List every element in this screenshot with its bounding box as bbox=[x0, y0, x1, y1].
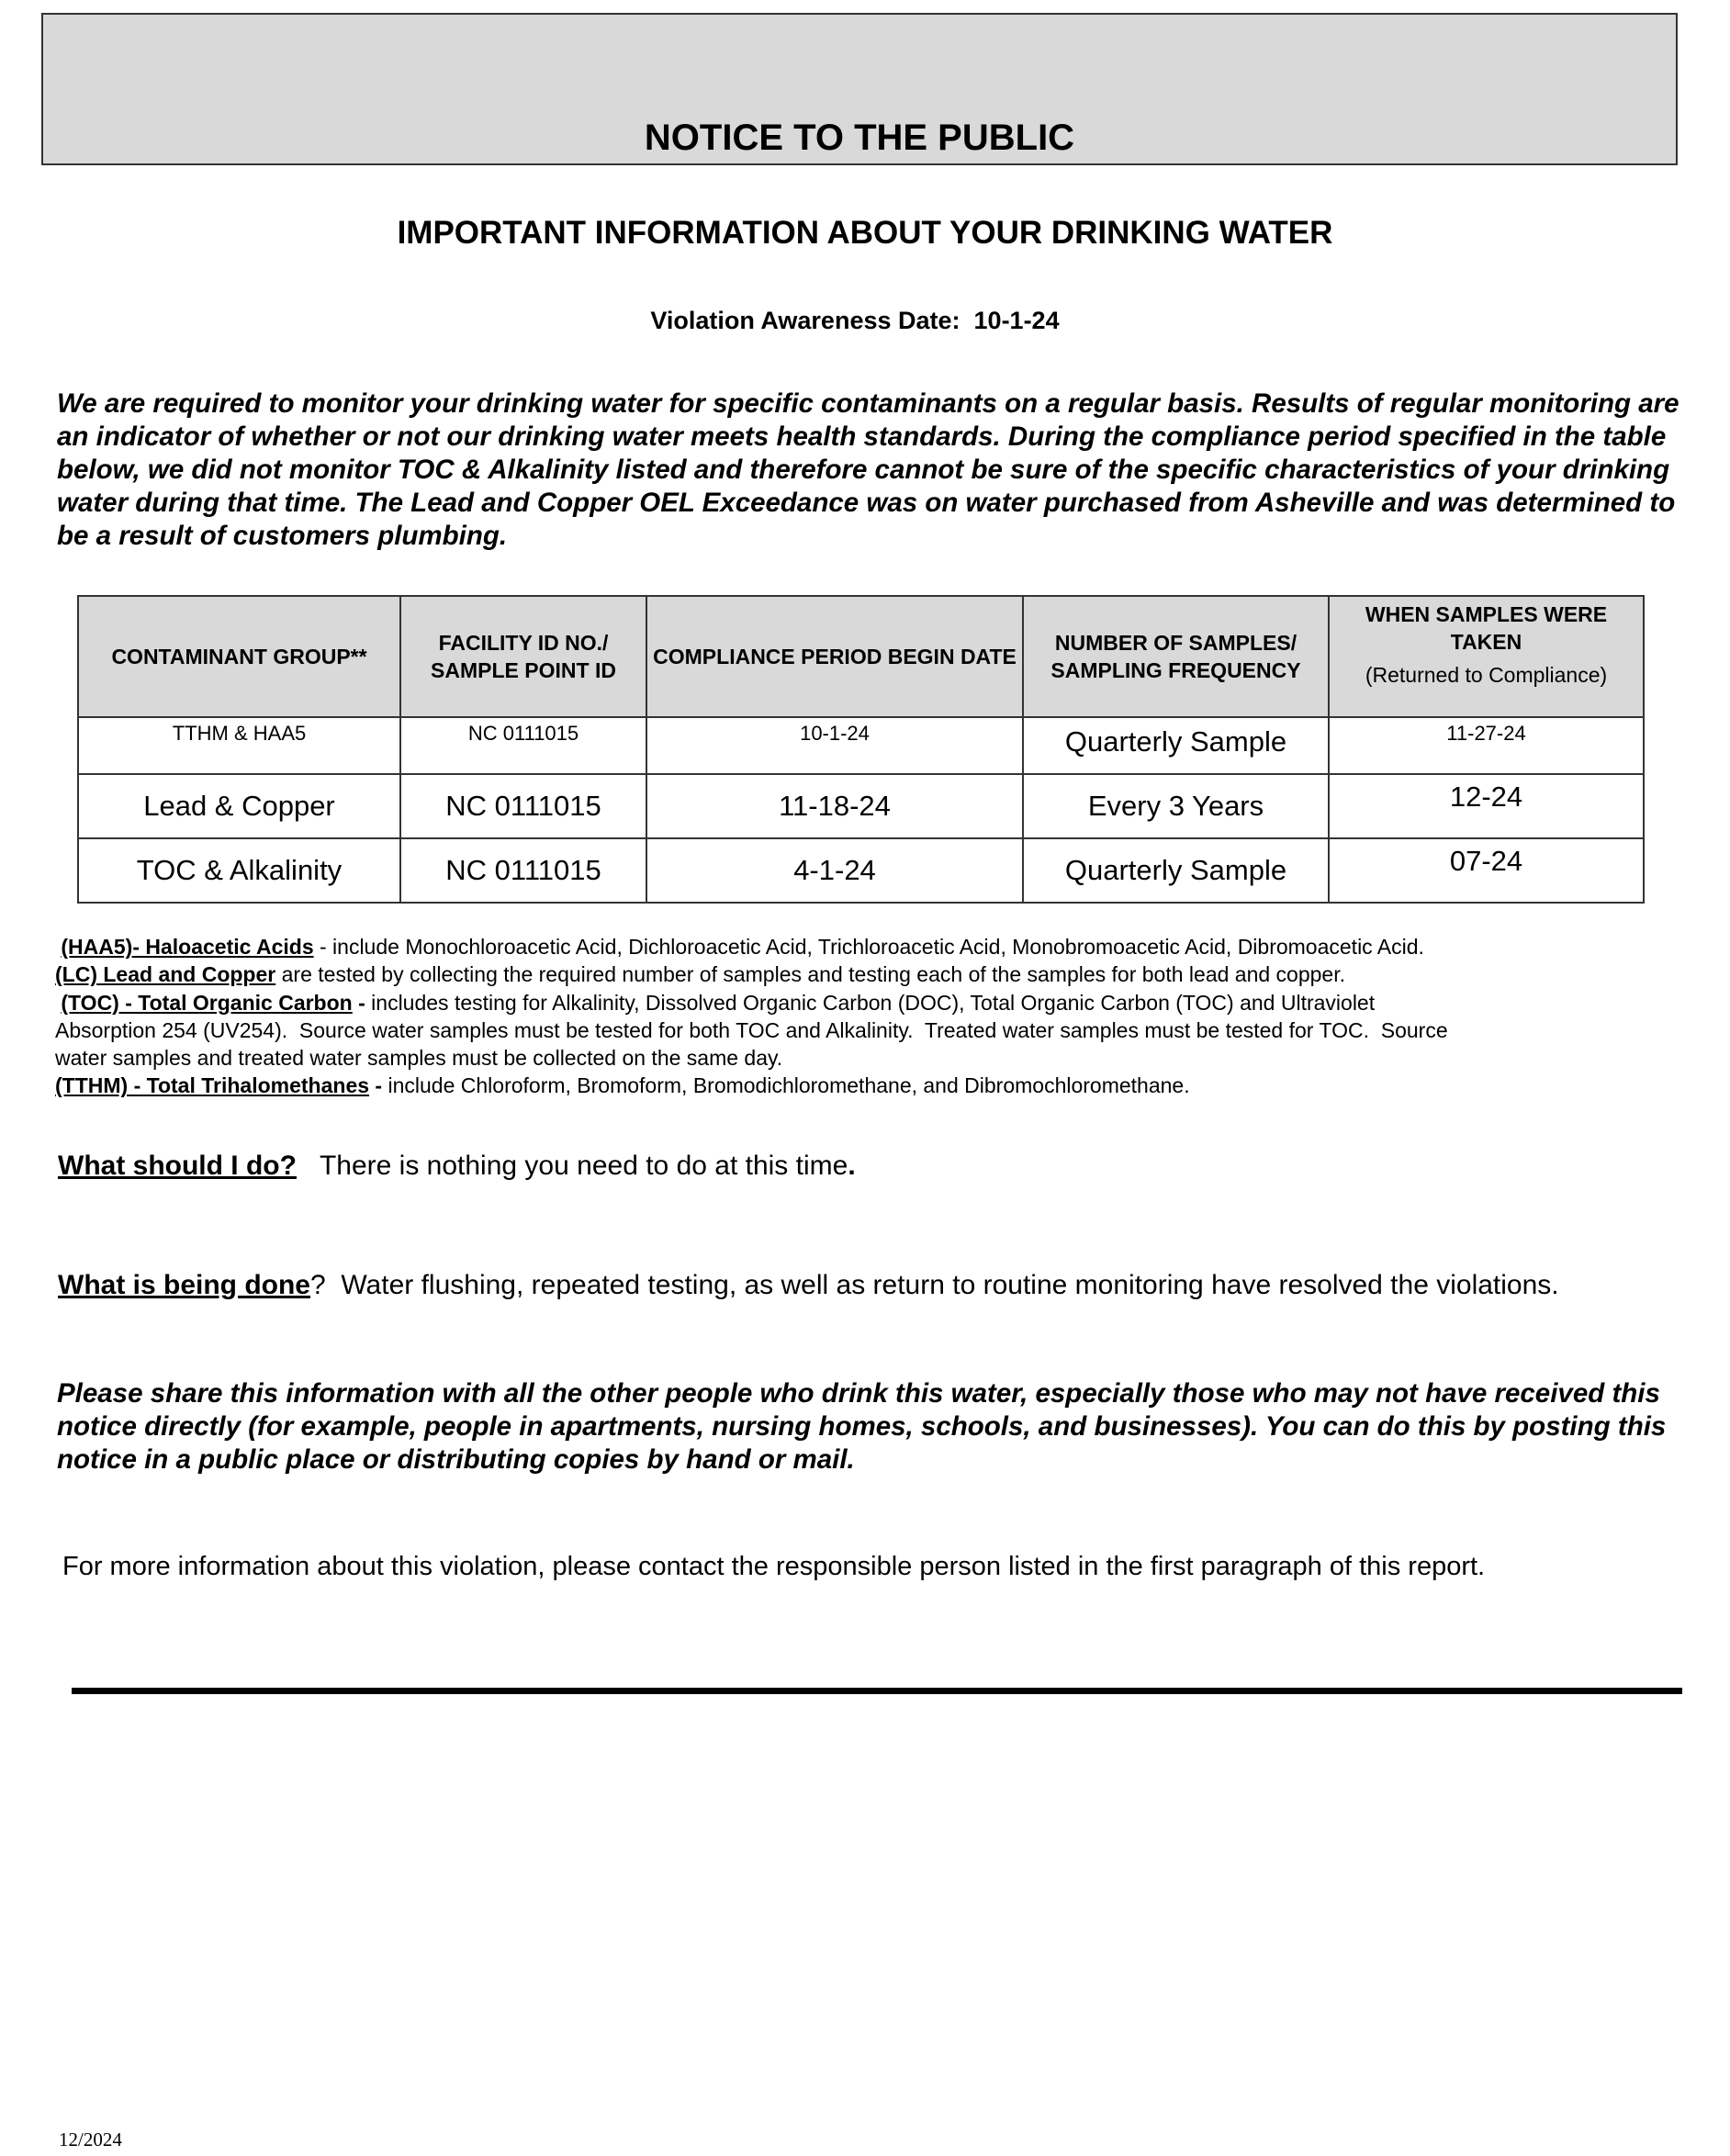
violation-awareness-date bbox=[0, 305, 1710, 336]
table-row bbox=[78, 838, 1644, 903]
cell-begin-date: 11-18-24 bbox=[646, 774, 1023, 838]
table-header-row bbox=[78, 596, 1644, 717]
note-haa5-text: - include Monochloroacetic Acid, Dichloroacetic Acid, Trichloroacetic Acid, Monobromoacetic Acid, Dibromoacetic Acid. bbox=[313, 935, 1424, 959]
cell-frequency: Every 3 Years bbox=[1023, 774, 1329, 838]
cell-when-taken: 07-24 bbox=[1329, 838, 1644, 903]
cell-begin-date bbox=[646, 717, 1023, 774]
cell-facility-id bbox=[400, 717, 646, 774]
note-lc-text: are tested by collecting the required number of samples and testing each of the samples for both lead and copper. bbox=[275, 962, 1346, 987]
cell-text: 10-1-24 bbox=[800, 722, 870, 745]
cell-text: Quarterly Sample bbox=[1064, 725, 1287, 758]
note-tthm-text: include Chloroform, Bromoform, Bromodichloromethane, and Dibromochloromethane. bbox=[382, 1073, 1190, 1098]
note-lc-term: (LC) Lead and Copper bbox=[55, 962, 276, 987]
cell-contaminant-group bbox=[78, 717, 400, 774]
violation-awareness-value: 10-1-24 bbox=[973, 307, 1060, 334]
document-subtitle: IMPORTANT INFORMATION ABOUT YOUR DRINKING WATER bbox=[397, 215, 1333, 251]
column-header-facility-id bbox=[400, 596, 646, 717]
footer-date: 12/2024 bbox=[59, 2128, 122, 2150]
cell-frequency bbox=[1023, 717, 1329, 774]
what-is-being-done-answer: Water flushing, repeated testing, as well as return to routine monitoring have resolved the violations. bbox=[341, 1270, 1559, 1300]
contact-line: For more information about this violation, please contact the responsible person listed in the first paragraph of this report. bbox=[62, 1552, 1486, 1581]
column-header-sampling-frequency: NUMBER OF SAMPLES/ SAMPLING FREQUENCY bbox=[1023, 596, 1329, 717]
cell-contaminant-group: TOC & Alkalinity bbox=[78, 838, 400, 903]
violation-table bbox=[77, 595, 1645, 904]
cell-when-taken: 12-24 bbox=[1329, 774, 1644, 838]
cell-text: NC 0111015 bbox=[467, 722, 579, 745]
note-tthm-term: (TTHM) - Total Trihalomethanes bbox=[55, 1073, 370, 1098]
note-toc-line3: water samples and treated water samples must be collected on the same day. bbox=[55, 1046, 783, 1071]
note-toc-text: includes testing for Alkalinity, Dissolved Organic Carbon (DOC), Total Organic Carbon (TOC) and Ultraviolet bbox=[365, 990, 1376, 1015]
what-should-i-do-period: . bbox=[848, 1151, 856, 1181]
column-header-when-taken bbox=[1329, 596, 1644, 717]
cell-text: TTHM & HAA5 bbox=[172, 722, 307, 745]
column-header-contaminant-group: CONTAMINANT GROUP** bbox=[78, 596, 400, 717]
cell-contaminant-group: Lead & Copper bbox=[78, 774, 400, 838]
what-is-being-done-question: What is being done bbox=[58, 1270, 310, 1300]
note-toc-line2: Absorption 254 (UV254). Source water samples must be tested for both TOC and Alkalinity. Treated water samples must be tested for TOC. Source bbox=[55, 1017, 1448, 1042]
what-should-i-do-section bbox=[58, 1150, 856, 1183]
note-toc-dash: - bbox=[352, 990, 365, 1015]
note-tthm bbox=[55, 1072, 1699, 1099]
share-paragraph: Please share this information with all the other people who drink this water, especially those who may not have received this notice directly (for example, people in apartments, nursing homes, schools, and businesses). You can do this by posting this notice in a public place or distributing copies by hand or mail. bbox=[57, 1378, 1667, 1475]
column-header-compliance-period: COMPLIANCE PERIOD BEGIN DATE bbox=[646, 596, 1023, 717]
note-haa5-term: (HAA5)- Haloacetic Acids bbox=[61, 935, 314, 959]
note-toc bbox=[55, 989, 1699, 1016]
column-header-when-taken-label: WHEN SAMPLES WERE TAKEN bbox=[1365, 602, 1608, 654]
note-toc-term: (TOC) - Total Organic Carbon bbox=[61, 990, 353, 1015]
cell-facility-id: NC 0111015 bbox=[400, 838, 646, 903]
table-row bbox=[78, 717, 1644, 774]
cell-facility-id: NC 0111015 bbox=[400, 774, 646, 838]
cell-begin-date: 4-1-24 bbox=[646, 838, 1023, 903]
notice-header-box bbox=[41, 13, 1678, 165]
what-should-i-do-question: What should I do? bbox=[58, 1151, 297, 1181]
definitions-notes bbox=[55, 933, 1699, 1100]
note-lc bbox=[55, 960, 1699, 988]
cell-when-taken bbox=[1329, 717, 1644, 774]
what-is-being-done-section bbox=[58, 1269, 1559, 1302]
table-row bbox=[78, 774, 1644, 838]
cell-frequency: Quarterly Sample bbox=[1023, 838, 1329, 903]
notice-title: NOTICE TO THE PUBLIC bbox=[644, 118, 1075, 158]
note-tthm-dash: - bbox=[369, 1073, 383, 1098]
cell-text: 11-27-24 bbox=[1446, 722, 1526, 745]
intro-paragraph: We are required to monitor your drinking water for specific contaminants on a regular basis. Results of regular monitoring are an indicator of whether or not our drinking water meets health standards. During the compliance period specified in the table below, we did not monitor TOC & Alkalinity listed and therefore cannot be sure of the specific characteristics of your drinking water during that time. The Lead and Copper OEL Exceedance was on water purchased from Asheville and was determined to be a result of customers plumbing. bbox=[57, 388, 1679, 551]
column-header-when-taken-sublabel: (Returned to Compliance) bbox=[1365, 663, 1608, 687]
what-should-i-do-answer: There is nothing you need to do at this time bbox=[319, 1151, 848, 1181]
horizontal-rule bbox=[72, 1688, 1682, 1694]
violation-awareness-label: Violation Awareness Date: bbox=[650, 307, 960, 334]
column-header-facility-id-label: FACILITY ID NO./ SAMPLE POINT ID bbox=[431, 631, 616, 682]
what-is-being-done-qmark: ? bbox=[310, 1270, 326, 1300]
note-haa5 bbox=[55, 933, 1699, 960]
